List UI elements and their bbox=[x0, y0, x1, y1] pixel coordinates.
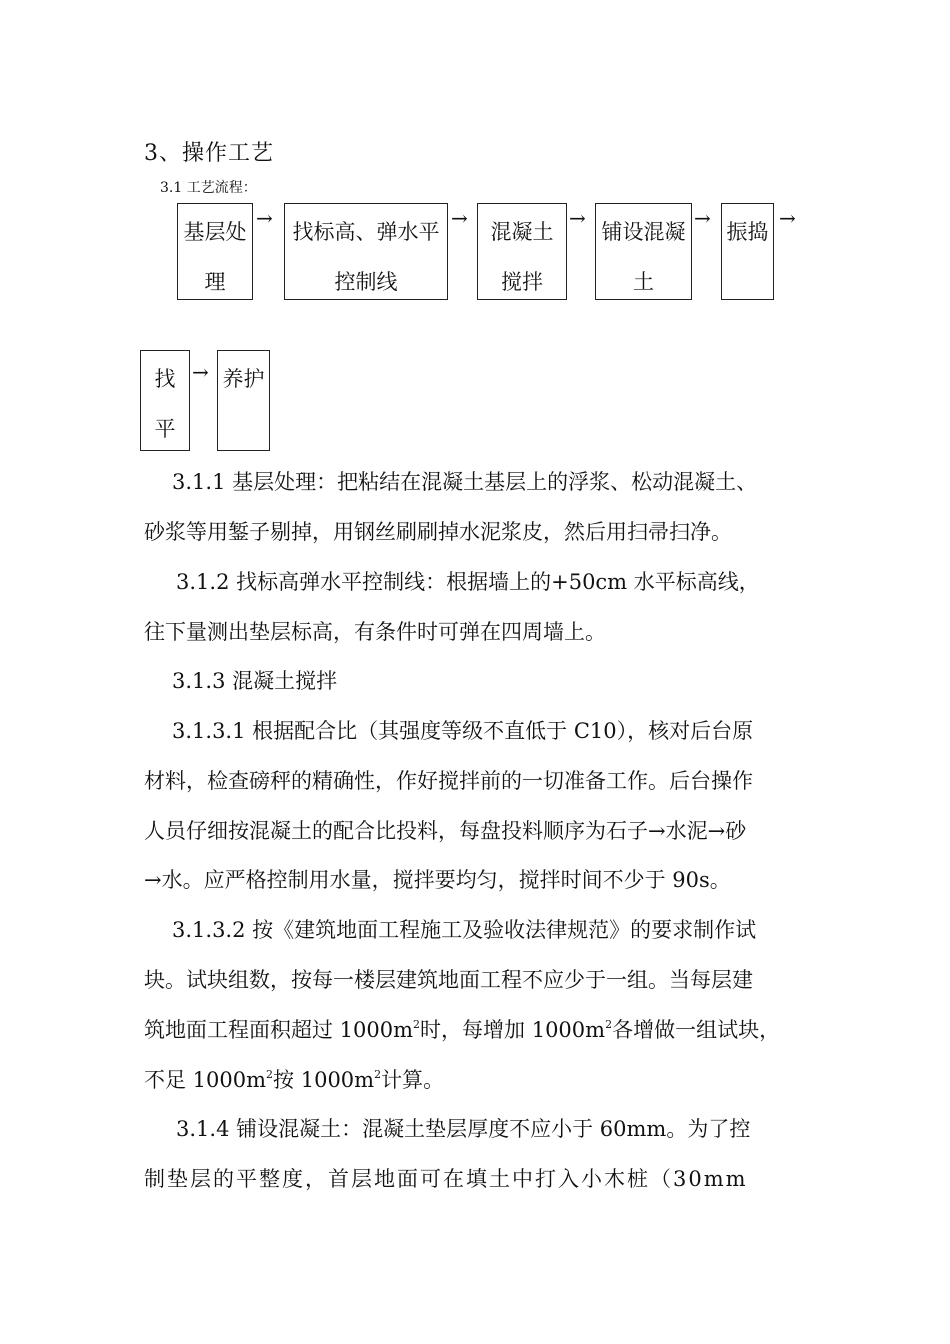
flow-step-line1: 振捣 bbox=[726, 220, 769, 244]
superscript: 2 bbox=[266, 1068, 274, 1081]
paragraph-3-1-1-line1: 3.1.1 基层处理：把粘结在混凝土基层上的浮浆、松动混凝土、 bbox=[172, 470, 758, 494]
flow-arrow: → bbox=[451, 206, 468, 230]
flow-step-leveling bbox=[140, 350, 190, 451]
flow-step-concrete-mixing bbox=[477, 203, 567, 300]
paragraph-3-1-3-2-line2: 块。试块组数，按每一楼层建筑地面工程不应少于一组。当每层建 bbox=[144, 968, 753, 992]
flow-step-line2: 搅拌 bbox=[501, 270, 543, 294]
paragraph-3-1-3-2-line1: 3.1.3.2 按《建筑地面工程施工及验收法律规范》的要求制作试 bbox=[172, 918, 757, 942]
flow-step-line1: 找标高、弹水平 bbox=[292, 220, 440, 244]
text-run: 不足 1000m bbox=[144, 1068, 267, 1092]
flow-step-line1: 找 bbox=[154, 367, 176, 391]
paragraph-3-1-3-1-line3: 人员仔细按混凝土的配合比投料，每盘投料顺序为石子→水泥→砂 bbox=[144, 819, 747, 843]
flow-step-line1: 混凝土 bbox=[490, 220, 554, 244]
text-run: 计算。 bbox=[381, 1068, 445, 1092]
paragraph-3-1-2-line2: 往下量测出垫层标高，有条件时可弹在四周墙上。 bbox=[144, 620, 606, 644]
paragraph-3-1-4-line2: 制垫层的平整度，首层地面可在填土中打入小木桩（30mm bbox=[144, 1167, 748, 1191]
paragraph-3-1-3-1-line1: 3.1.3.1 根据配合比（其强度等级不直低于 C10），核对后台原 bbox=[172, 719, 754, 743]
flow-arrow: → bbox=[694, 206, 711, 230]
subsection-heading: 3.1 工艺流程： bbox=[160, 180, 257, 196]
paragraph-3-1-3-heading: 3.1.3 混凝土搅拌 bbox=[172, 669, 338, 693]
flow-step-vibrating bbox=[721, 203, 774, 300]
paragraph-3-1-4-line1: 3.1.4 铺设混凝土：混凝土垫层厚度不应小于 60mm。为了控 bbox=[176, 1117, 751, 1141]
flow-arrow: → bbox=[192, 360, 209, 384]
paragraph-3-1-1-line2: 砂浆等用錾子剔掉，用钢丝刷刷掉水泥浆皮，然后用扫帚扫净。 bbox=[144, 520, 732, 544]
flow-step-line1: 铺设混凝 bbox=[601, 220, 686, 244]
section-heading: 3、操作工艺 bbox=[144, 141, 274, 166]
superscript: 2 bbox=[605, 1018, 613, 1031]
text-run: 各增做一组试块， bbox=[612, 1018, 781, 1042]
flow-step-curing bbox=[217, 350, 270, 451]
flow-arrow: → bbox=[779, 206, 796, 230]
flow-step-line2: 理 bbox=[204, 270, 226, 294]
paragraph-3-1-2-line1: 3.1.2 找标高弹水平控制线：根据墙上的+50cm 水平标高线， bbox=[176, 570, 760, 594]
paragraph-3-1-3-2-line3 bbox=[144, 1014, 814, 1044]
text-run: 筑地面工程面积超过 1000m bbox=[144, 1018, 414, 1042]
superscript: 2 bbox=[413, 1018, 421, 1031]
flow-arrow: → bbox=[569, 206, 586, 230]
flow-arrow: → bbox=[256, 206, 273, 230]
text-run: 按 1000m bbox=[273, 1068, 375, 1092]
paragraph-3-1-3-1-line4: →水。应严格控制用水量，搅拌要均匀，搅拌时间不少于 90s。 bbox=[144, 868, 731, 892]
flow-step-line2: 控制线 bbox=[334, 270, 398, 294]
flow-step-line2: 平 bbox=[154, 417, 176, 441]
flow-step-line2: 土 bbox=[633, 270, 654, 294]
flow-step-line1: 基层处 bbox=[183, 220, 247, 244]
paragraph-3-1-3-2-line4 bbox=[144, 1064, 814, 1094]
superscript: 2 bbox=[374, 1068, 382, 1081]
flow-step-level-line bbox=[284, 203, 448, 300]
flow-step-base-treatment bbox=[177, 203, 253, 300]
paragraph-3-1-3-1-line2: 材料，检查磅秤的精确性，作好搅拌前的一切准备工作。后台操作 bbox=[144, 769, 753, 793]
flow-step-line1: 养护 bbox=[222, 367, 265, 391]
flow-step-laying-concrete bbox=[595, 203, 692, 300]
text-run: 时，每增加 1000m bbox=[420, 1018, 606, 1042]
